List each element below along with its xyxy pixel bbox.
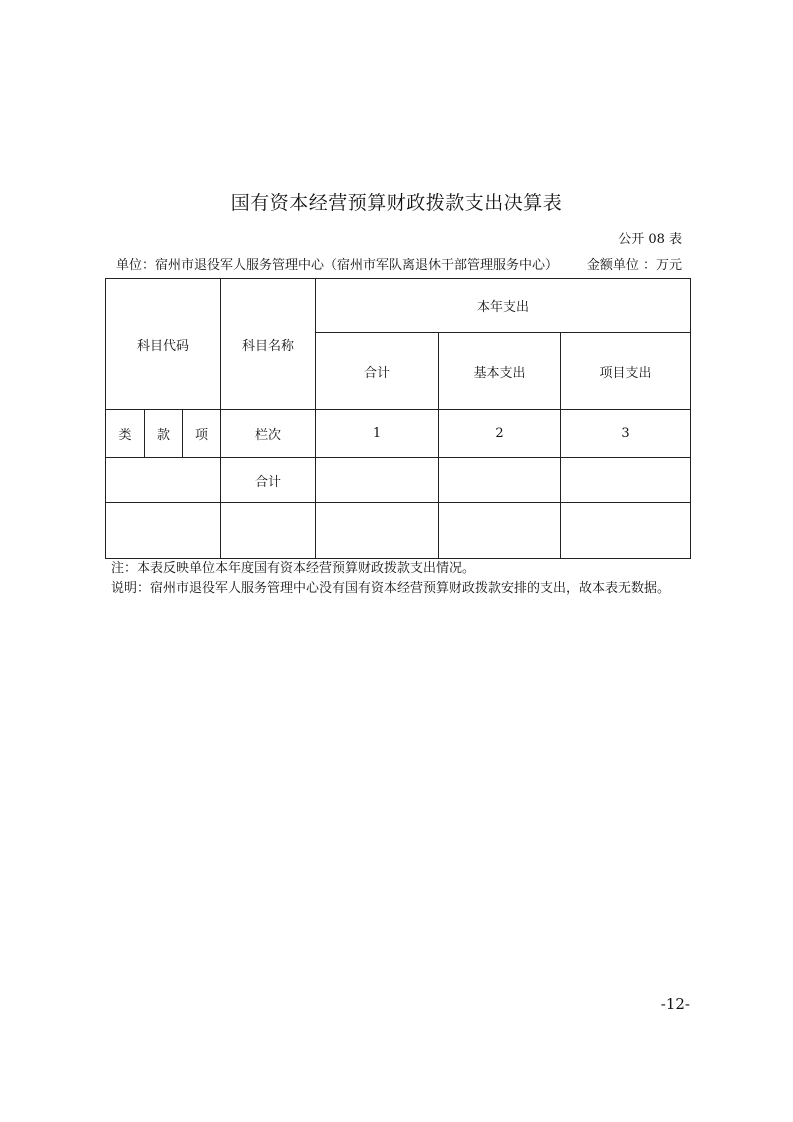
total-row-code-cell xyxy=(106,458,221,503)
column-1-index: 1 xyxy=(316,410,439,458)
page-number: -12- xyxy=(660,995,690,1013)
total-row-basic-cell xyxy=(439,458,561,503)
table-note: 注：本表反映单位本年度国有资本经营预算财政拨款支出情况。 xyxy=(111,561,476,576)
total-header: 合计 xyxy=(316,333,439,410)
table-row xyxy=(106,458,691,503)
empty-row-code-cell xyxy=(106,503,221,559)
table-row xyxy=(106,503,691,559)
subject-name-header: 科目名称 xyxy=(221,279,316,410)
report-title: 国有资本经营预算财政拨款支出决算表 xyxy=(230,192,563,214)
subject-code-header: 科目代码 xyxy=(106,279,221,410)
empty-row-project-cell xyxy=(561,503,691,559)
total-row-total-cell xyxy=(316,458,439,503)
empty-row-basic-cell xyxy=(439,503,561,559)
column-2-index: 2 xyxy=(439,410,561,458)
expense-table xyxy=(105,278,691,559)
basic-expense-header: 基本支出 xyxy=(439,333,561,410)
item-header: 项 xyxy=(183,410,221,458)
total-row-project-cell xyxy=(561,458,691,503)
column-3-index: 3 xyxy=(561,410,691,458)
empty-row-total-cell xyxy=(316,503,439,559)
form-number: 公开 08 表 xyxy=(618,232,682,247)
project-expense-header: 项目支出 xyxy=(561,333,691,410)
class-header: 类 xyxy=(106,410,145,458)
section-header: 款 xyxy=(145,410,183,458)
table-explanation: 说明：宿州市退役军人服务管理中心没有国有资本经营预算财政拨款安排的支出，故本表无数据。 xyxy=(111,581,671,596)
column-index-header: 栏次 xyxy=(221,410,316,458)
empty-row-name-cell xyxy=(221,503,316,559)
money-unit-label: 金额单位 ：万元 xyxy=(586,258,682,273)
current-year-expense-header: 本年支出 xyxy=(316,279,691,333)
total-row-label: 合计 xyxy=(221,458,316,503)
unit-label: 单位：宿州市退役军人服务管理中心（宿州市军队离退休干部管理服务中心） xyxy=(116,258,559,273)
